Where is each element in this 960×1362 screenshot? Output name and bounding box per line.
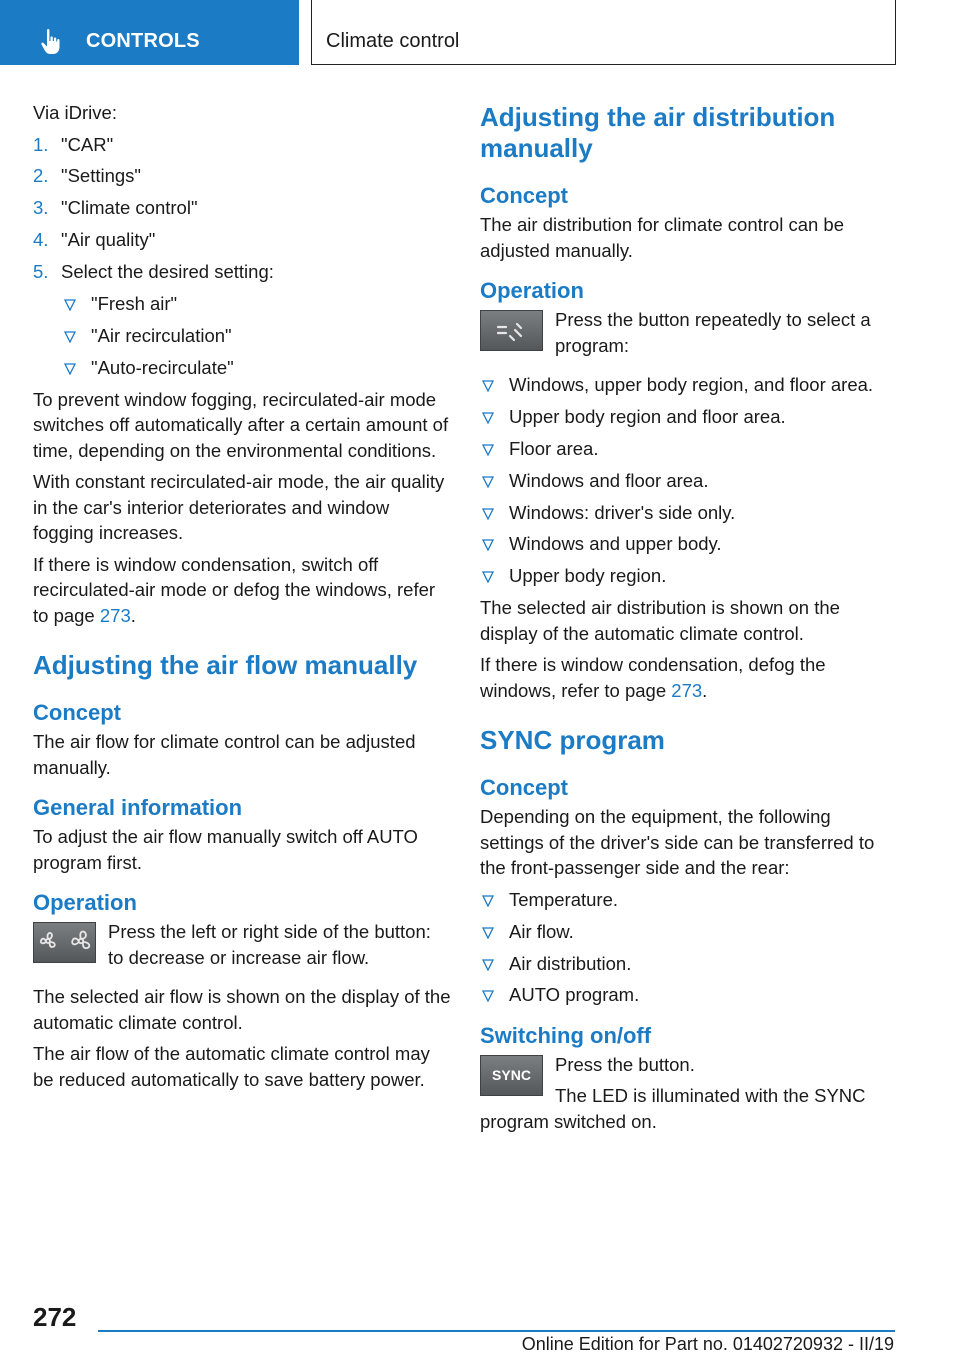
list-item — [62, 291, 451, 317]
airflow-operation — [33, 919, 451, 970]
hand-pointer-icon — [36, 26, 68, 58]
heading-concept: Concept — [480, 775, 568, 801]
program-text: Windows and floor area. — [509, 469, 709, 491]
heading-sync-program: SYNC program — [480, 725, 665, 756]
concept-text: The air flow for climate control can be adjusted manually. — [33, 731, 416, 778]
step-number: 1. — [33, 133, 49, 155]
air-distribution-icon — [490, 316, 534, 346]
heading-concept: Concept — [33, 700, 121, 726]
sync-led-text: The LED is illuminated with the SYNC program switched on. — [480, 1085, 866, 1132]
program-text: Upper body region. — [509, 565, 667, 587]
paragraph-text: If there is window condensation, defog the windows, refer to page — [480, 654, 826, 701]
sync-item-text: AUTO program. — [509, 984, 640, 1006]
sync-item-text: Air distribution. — [509, 952, 632, 974]
airflow-button-image — [33, 922, 96, 963]
page-link[interactable]: 273 — [99, 604, 131, 626]
program-text: Windows: driver's side only. — [509, 501, 736, 523]
general-text: To adjust the air flow manually switch off AUTO program first. — [33, 826, 418, 873]
triangle-bullet-icon — [64, 331, 76, 343]
page-link[interactable]: 273 — [671, 679, 703, 701]
left-column — [33, 100, 451, 1098]
air-quality-paragraph: With constant recirculated-air mode, the air quality in the car's interior deteriorates and window fogging increases. — [33, 471, 445, 544]
paragraph-text: If there is window condensation, switch off recirculated-air mode or defog the windows, refer to page — [33, 553, 436, 626]
airflow-operation-text: Press the left or right side of the button: to decrease or increase air flow. — [108, 921, 431, 968]
sync-button-image — [480, 1055, 543, 1096]
fan-icon — [37, 926, 93, 960]
paragraph-text: . — [130, 604, 136, 626]
heading-switching: Switching on/off — [480, 1022, 652, 1048]
heading-concept: Concept — [480, 183, 568, 208]
step-number: 3. — [33, 197, 49, 219]
airflow-display-text: The selected air flow is shown on the display of the automatic climate control. — [33, 986, 451, 1033]
section-tab — [0, 0, 299, 65]
list-item — [480, 887, 898, 913]
program-list — [480, 372, 898, 589]
distribution-display-text: The selected air distribution is shown on the display of the automatic climate control. — [480, 597, 840, 644]
program-text: Upper body region and floor area. — [509, 405, 786, 427]
step-item — [33, 195, 451, 221]
distribution-operation — [480, 307, 898, 358]
sync-item-text: Temperature. — [509, 888, 618, 910]
edition-text: Online Edition for Part no. 01402720932 - II/19 — [521, 1334, 894, 1354]
step-text: "Settings" — [61, 165, 141, 187]
list-item — [480, 982, 898, 1008]
step-item — [33, 259, 451, 285]
triangle-bullet-icon — [482, 476, 494, 488]
step-text: "Climate control" — [61, 197, 198, 219]
triangle-bullet-icon — [64, 363, 76, 375]
sync-operation — [480, 1052, 898, 1135]
triangle-bullet-icon — [482, 539, 494, 551]
defog-paragraph — [480, 652, 898, 703]
list-item — [480, 404, 898, 430]
heading-operation: Operation — [480, 278, 584, 303]
triangle-bullet-icon — [482, 895, 494, 907]
step-text: "CAR" — [61, 133, 114, 155]
step-item — [33, 163, 451, 189]
battery-text: The air flow of the automatic climate control may be reduced automatically to save battery power. — [33, 1043, 430, 1090]
list-item — [480, 951, 898, 977]
heading-general-info: General information — [33, 795, 243, 821]
setting-options — [33, 291, 451, 380]
triangle-bullet-icon — [64, 299, 76, 311]
step-item — [33, 132, 451, 158]
triangle-bullet-icon — [482, 380, 494, 392]
page-number: 272 — [33, 1302, 77, 1332]
triangle-bullet-icon — [482, 959, 494, 971]
sync-item-text: Air flow. — [509, 920, 574, 942]
air-distribution-button-image — [480, 310, 543, 351]
sync-button-label: SYNC — [492, 1067, 531, 1084]
list-item — [480, 563, 898, 589]
heading-airflow: Adjusting the air flow manually — [33, 650, 418, 681]
sync-concept-text: Depending on the equipment, the following settings of the driver's side can be transferred to the front-passenger side and the rear: — [480, 806, 875, 879]
option-text: "Air recirculation" — [91, 324, 232, 346]
step-text: Select the desired setting: — [61, 261, 274, 283]
section-label: CONTROLS — [86, 30, 200, 52]
triangle-bullet-icon — [482, 444, 494, 456]
fogging-paragraph: To prevent window fogging, recirculated-air mode switches off automatically after a certain amount of time, depending on the environmental conditions. — [33, 388, 449, 461]
step-item — [33, 227, 451, 253]
triangle-bullet-icon — [482, 927, 494, 939]
concept-text: The air distribution for climate control can be adjusted manually. — [480, 214, 845, 261]
triangle-bullet-icon — [482, 508, 494, 520]
list-item — [480, 531, 898, 557]
idrive-steps — [33, 132, 451, 285]
right-column — [480, 100, 898, 1140]
paragraph-text: . — [702, 679, 708, 701]
option-text: "Auto-recirculate" — [91, 356, 234, 378]
step-number: 4. — [33, 229, 49, 251]
program-text: Windows and upper body. — [509, 533, 722, 555]
program-text: Floor area. — [509, 437, 599, 459]
step-number: 2. — [33, 165, 49, 187]
distribution-operation-text: Press the button repeatedly to select a program: — [555, 309, 871, 356]
list-item — [62, 323, 451, 349]
list-item — [480, 919, 898, 945]
footer-divider — [98, 1330, 895, 1332]
option-text: "Fresh air" — [91, 292, 178, 314]
list-item — [480, 500, 898, 526]
triangle-bullet-icon — [482, 990, 494, 1002]
sync-items — [480, 887, 898, 1008]
sync-press-text: Press the button. — [555, 1053, 695, 1075]
heading-air-distribution: Adjusting the air distribution manually — [480, 102, 836, 163]
triangle-bullet-icon — [482, 412, 494, 424]
condensation-paragraph — [33, 552, 451, 629]
heading-operation: Operation — [33, 890, 137, 916]
list-item — [62, 355, 451, 381]
chapter-header — [311, 0, 896, 65]
step-text: "Air quality" — [61, 229, 156, 251]
list-item — [480, 372, 898, 398]
step-number: 5. — [33, 261, 49, 283]
chapter-title: Climate control — [326, 30, 460, 52]
program-text: Windows, upper body region, and floor area. — [509, 374, 874, 395]
triangle-bullet-icon — [482, 571, 494, 583]
list-item — [480, 436, 898, 462]
list-item — [480, 468, 898, 494]
intro-text: Via iDrive: — [33, 102, 117, 123]
